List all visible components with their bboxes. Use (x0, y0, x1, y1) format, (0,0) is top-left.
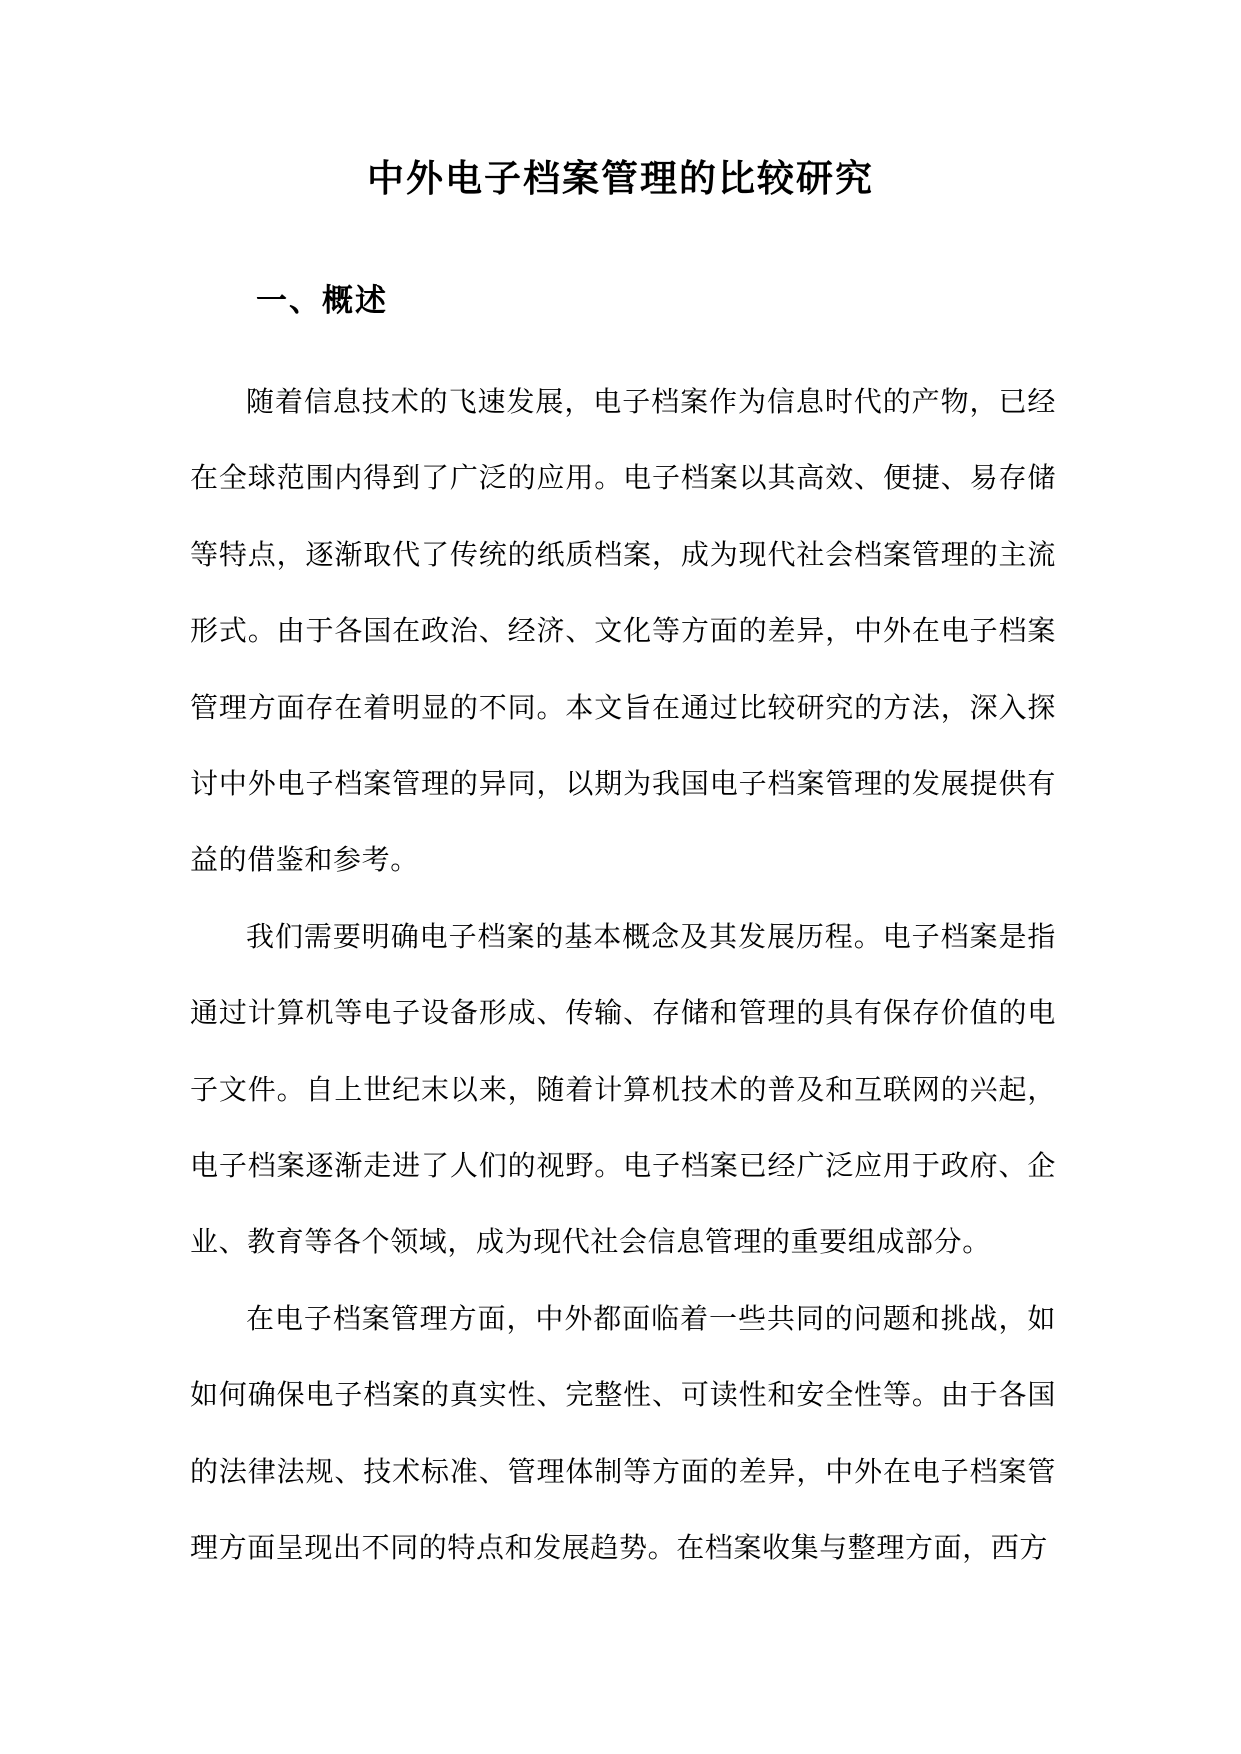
document-title: 中外电子档案管理的比较研究 (367, 156, 874, 200)
paragraph: 我们需要明确电子档案的基本概念及其发展历程。电子档案是指通过计算机等电子设备形成、传输、存储和管理的具有保存价值的电子文件。自上世纪末以来，随着计算机技术的普及和互联网的兴起，电子档案逐渐走进了人们的视野。电子档案已经广泛应用于政府、企业、教育等各个领域，成为现代社会信息管理的重要组成部分。 (190, 919, 1056, 1259)
section-heading: 一、概述 (256, 283, 388, 319)
body-text (190, 364, 1056, 1587)
paragraph: 在电子档案管理方面，中外都面临着一些共同的问题和挑战，如如何确保电子档案的真实性、完整性、可读性和安全性等。由于各国的法律法规、技术标准、管理体制等方面的差异，中外在电子档案管理方面呈现出不同的特点和发展趋势。在档案收集与整理方面，西方 (190, 1301, 1056, 1565)
paragraph: 随着信息技术的飞速发展，电子档案作为信息时代的产物，已经在全球范围内得到了广泛的应用。电子档案以其高效、便捷、易存储等特点，逐渐取代了传统的纸质档案，成为现代社会档案管理的主流形式。由于各国在政治、经济、文化等方面的差异，中外在电子档案管理方面存在着明显的不同。本文旨在通过比较研究的方法，深入探讨中外电子档案管理的异同，以期为我国电子档案管理的发展提供有益的借鉴和参考。 (190, 385, 1056, 877)
